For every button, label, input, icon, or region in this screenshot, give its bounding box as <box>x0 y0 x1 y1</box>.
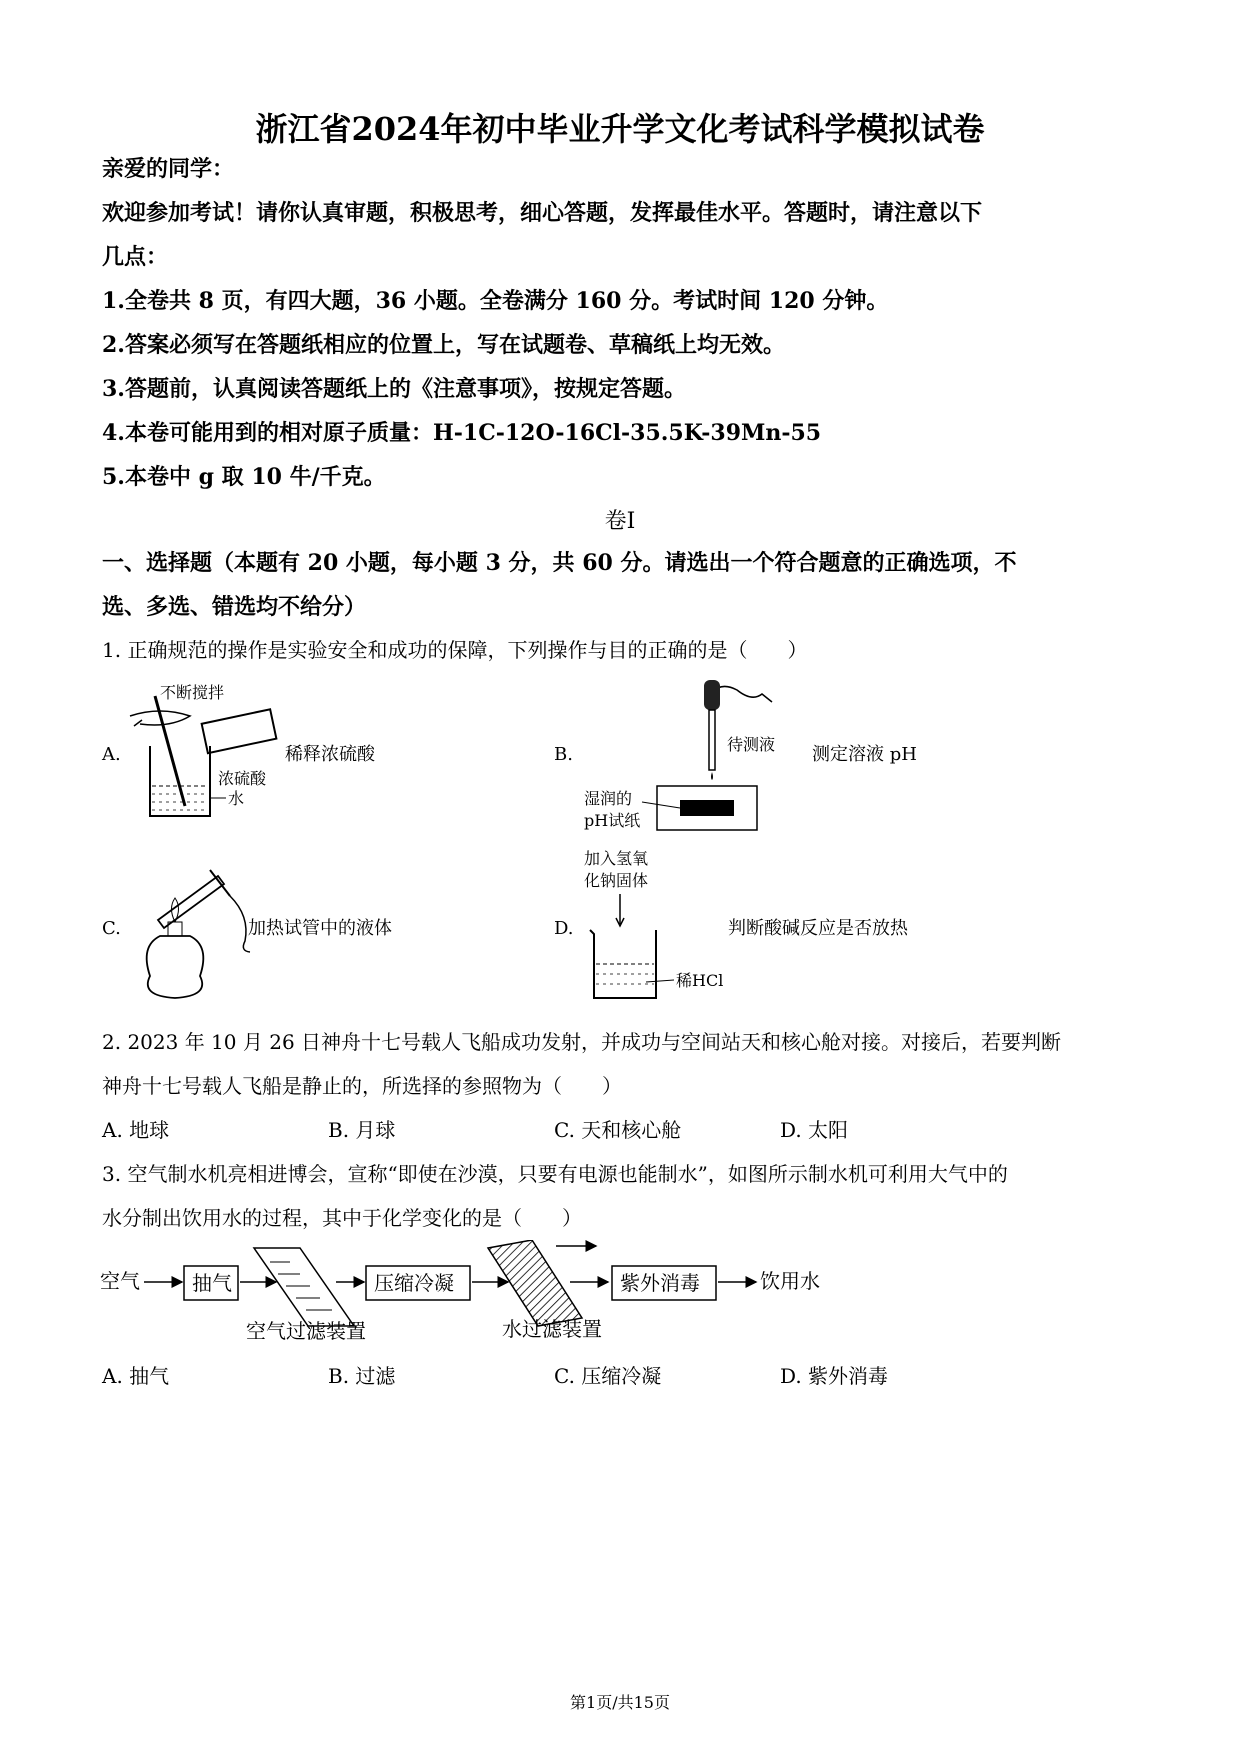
q3-option-d: D. 紫外消毒 <box>780 1364 889 1388</box>
note-5: 5.本卷中 g 取 10 牛/千克。 <box>102 464 386 490</box>
dilute-hcl-label: 稀HCl <box>676 971 724 990</box>
q2-option-c: C. 天和核心舱 <box>554 1118 682 1142</box>
q1-figure-d <box>552 846 952 1006</box>
section-1-heading: 一、选择题（本题有 20 小题，每小题 3 分，共 60 分。请选出一个符合题意的正确选项，不 <box>102 550 1017 576</box>
option-a-caption: 稀释浓硫酸 <box>285 744 375 765</box>
question-1-stem: 1. 正确规范的操作是实验安全和成功的保障，下列操作与目的正确的是（ ） <box>102 638 808 662</box>
intro-line-1: 欢迎参加考试！请你认真审题，积极思考，细心答题，发挥最佳水平。答题时，请注意以下 <box>102 200 983 226</box>
wet-label: 湿润的 <box>584 789 633 808</box>
section-1-heading-cont: 选、多选、错选均不给分） <box>102 594 367 620</box>
q1-figure-b <box>552 672 932 842</box>
option-c-caption: 加热试管中的液体 <box>248 918 392 939</box>
flow-water-filter: 水过滤装置 <box>502 1317 602 1341</box>
flow-pump: 抽气 <box>192 1271 232 1295</box>
question-2-stem-cont: 神舟十七号载人飞船是静止的，所选择的参照物为（ ） <box>102 1074 622 1098</box>
hand-b <box>712 686 772 702</box>
page-footer: 第1页/共15页 <box>570 1693 670 1712</box>
q3-option-c: C. 压缩冷凝 <box>554 1364 662 1388</box>
test-tube <box>158 876 224 928</box>
question-3-stem-cont: 水分制出饮用水的过程，其中于化学变化的是（ ） <box>102 1206 582 1230</box>
option-d-caption: 判断酸碱反应是否放热 <box>728 918 908 939</box>
intro-line-2: 几点： <box>102 244 169 270</box>
note-2: 2.答案必须写在答题纸相应的位置上，写在试题卷、草稿纸上均无效。 <box>102 332 785 358</box>
acid-bottle <box>202 709 277 753</box>
water-filter-device <box>488 1240 582 1326</box>
beaker-a <box>150 746 210 816</box>
option-b-letter: B. <box>554 744 573 765</box>
add-naoh-label-1: 加入氢氧 <box>584 849 649 868</box>
q2-option-a: A. 地球 <box>102 1118 170 1142</box>
q3-option-a: A. 抽气 <box>102 1364 170 1388</box>
note-4: 4.本卷可能用到的相对原子质量：H-1C-12O-16Cl-35.5K-39Mn-55 <box>102 420 822 446</box>
q3-flow-diagram <box>100 1240 860 1350</box>
alcohol-lamp <box>147 936 204 998</box>
greeting: 亲爱的同学： <box>102 156 235 182</box>
option-c-letter: C. <box>102 918 121 939</box>
acid-label: 浓硫酸 <box>218 769 267 788</box>
test-liquid-label: 待测液 <box>727 735 776 754</box>
note-3: 3.答题前，认真阅读答题纸上的《注意事项》，按规定答题。 <box>102 376 686 402</box>
glass-rod <box>155 696 185 806</box>
option-d-letter: D. <box>554 918 574 939</box>
note-1: 1.全卷共 8 页，有四大题，36 小题。全卷满分 160 分。考试时间 120 分钟。 <box>102 288 889 314</box>
add-naoh-label-2: 化钠固体 <box>584 871 649 890</box>
option-b-caption: 测定溶液 pH <box>812 744 917 765</box>
question-2-stem: 2. 2023 年 10 月 26 日神舟十七号载人飞船成功发射，并成功与空间站天和核心舱对接。对接后，若要判断 <box>102 1030 1062 1054</box>
flow-air: 空气 <box>100 1269 140 1293</box>
stir-label: 不断搅拌 <box>160 683 225 702</box>
flow-uv: 紫外消毒 <box>620 1271 700 1295</box>
air-filter-device <box>254 1248 354 1326</box>
q3-option-b: B. 过滤 <box>328 1364 396 1388</box>
flow-condense: 压缩冷凝 <box>374 1271 454 1295</box>
q1-figure-c <box>100 856 480 1006</box>
q2-option-b: B. 月球 <box>328 1118 396 1142</box>
dropper-bulb <box>704 680 720 710</box>
water-label: 水 <box>228 789 245 808</box>
q2-option-d: D. 太阳 <box>780 1118 849 1142</box>
dropper-tube <box>709 710 715 770</box>
ph-paper <box>680 800 734 816</box>
ph-paper-label: pH试纸 <box>584 811 641 830</box>
flow-air-filter: 空气过滤装置 <box>246 1319 366 1343</box>
q1-figure-a <box>100 676 520 826</box>
question-3-stem: 3. 空气制水机亮相进博会，宣称“即使在沙漠，只要有电源也能制水”，如图所示制水机可利用大气中的 <box>102 1162 1008 1186</box>
page-title: 浙江省2024年初中毕业升学文化考试科学模拟试卷 <box>255 110 985 148</box>
flow-drink: 饮用水 <box>760 1269 820 1293</box>
hand-c <box>230 896 250 952</box>
volume-label: 卷Ⅰ <box>604 509 636 534</box>
option-a-letter: A. <box>102 744 121 765</box>
